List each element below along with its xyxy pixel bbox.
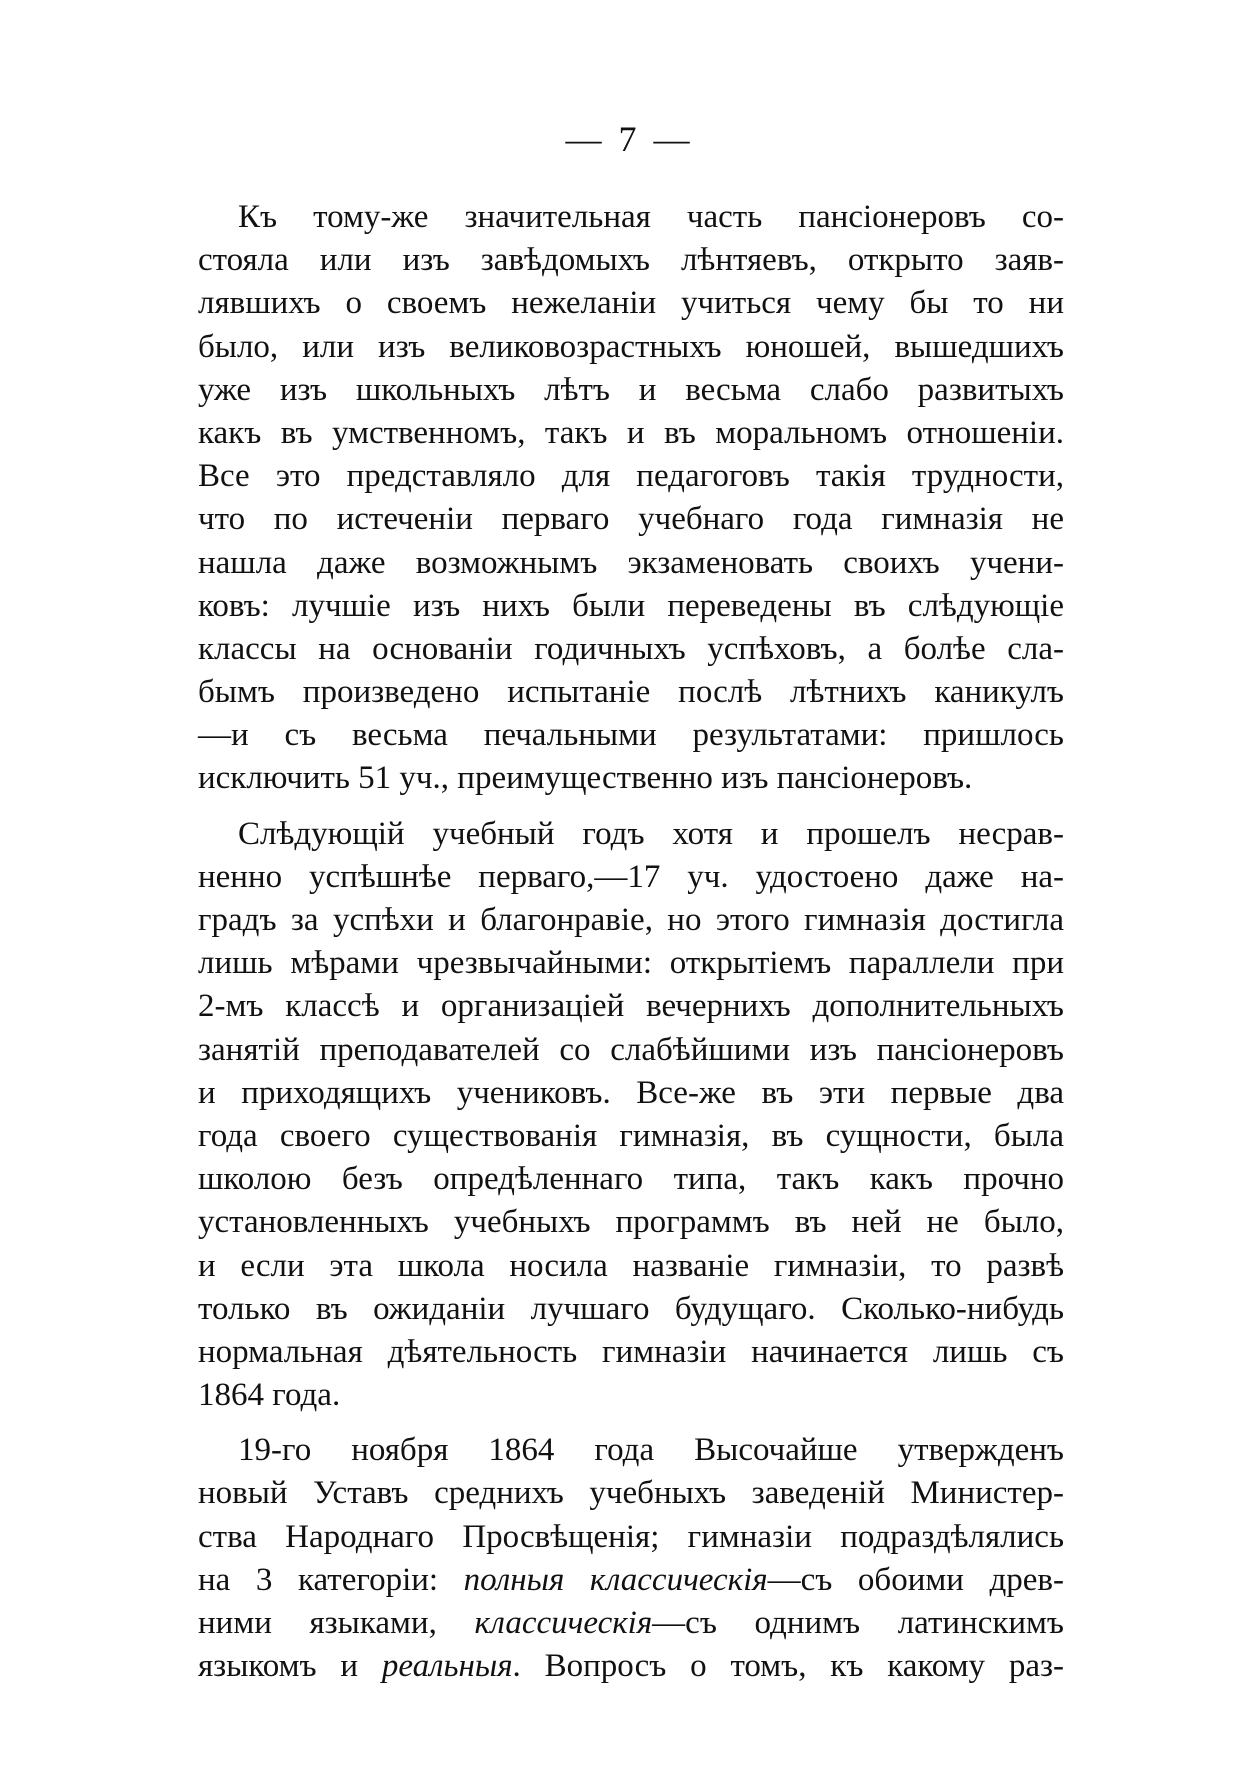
text-run: ними языками, [198,1605,475,1641]
text-line: и если эта школа носила названіе гимназіи, то развѣ [198,1247,1064,1284]
text-line: года своего существованія гимназія, въ сущности, была [198,1117,1064,1154]
text-line: уже изъ школьныхъ лѣтъ и весьма слабо развитыхъ [198,371,1064,408]
text-line: установленныхъ учебныхъ программъ въ ней не было, [198,1204,1064,1241]
text-run: на 3 категоріи: [198,1561,464,1598]
text-line-mixed [198,1602,1064,1645]
paragraph-1 [198,196,1064,801]
text-run: языкомъ и [198,1648,382,1685]
text-line: Все это представляло для педагоговъ такія трудности, [198,458,1064,495]
text-line: 2-мъ классѣ и организаціей вечернихъ дополнительныхъ [198,988,1064,1025]
text-run: —съ обоими древ- [767,1561,1065,1598]
text-run: —съ однимъ латинскимъ [652,1605,1064,1641]
text-line: нормальная дѣятельность гимназіи начинается лишь съ [198,1333,1064,1370]
italic-term: реальныя [381,1648,513,1685]
text-line: градъ за успѣхи и благонравіе, но этого гимназія достигла [198,902,1064,938]
page-number: — 7 — [565,119,694,159]
text-line: было, или изъ великовозрастныхъ юношей, вышедшихъ [198,328,1064,365]
text-line: 19-го ноября 1864 года Высочайше утвержденъ [238,1432,1064,1469]
text-line: какъ въ умственномъ, такъ и въ моральномъ отношеніи. [198,414,1064,451]
text-line: нашла даже возможнымъ экзаменовать своихъ учени- [198,544,1064,581]
text-line: классы на основаніи годичныхъ успѣховъ, а болѣе сла- [198,630,1064,667]
text-line: 1864 года. [198,1377,341,1414]
text-run: . Вопросъ о томъ, къ какому раз- [512,1648,1064,1685]
italic-term: классическія [474,1605,653,1641]
text-line: лишь мѣрами чрезвычайными: открытіемъ параллели при [198,945,1064,982]
text-line-mixed [198,1559,1064,1602]
paragraph-2 [198,813,1064,1418]
text-line: занятій преподавателей со слабѣйшими изъ пансіонеровъ [198,1031,1064,1068]
text-line: школою безъ опредѣленнаго типа, такъ какъ прочно [198,1161,1064,1198]
text-line: исключить 51 уч., преимущественно изъ пансіонеровъ. [198,760,973,797]
text-line: ства Народнаго Просвѣщенія; гимназіи подраздѣлялись [198,1518,1064,1555]
text-line: только въ ожиданіи лучшаго будущаго. Сколько-нибудь [198,1290,1064,1327]
text-line: ковъ: лучшіе изъ нихъ были переведены въ слѣдующіе [198,587,1064,624]
text-line: что по истеченіи перваго учебнаго года гимназія не [198,501,1064,538]
text-line: Къ тому-же значительная часть пансіонеровъ со- [238,199,1064,235]
italic-term: полныя классическія [463,1561,768,1598]
body-text [198,196,1064,1700]
text-line: ненно успѣшнѣе перваго,—17 уч. удостоено даже на- [198,858,1064,895]
text-line: бымъ произведено испытаніе послѣ лѣтнихъ каникулъ [198,674,1064,711]
text-line: новый Уставъ среднихъ учебныхъ заведеній Министер- [198,1475,1064,1512]
text-line: —и съ весьма печальными результатами: пришлось [198,717,1064,754]
text-line: и приходящихъ учениковъ. Все-же въ эти первые два [198,1074,1064,1111]
paragraph-3 [198,1429,1064,1688]
text-line: стояла или изъ завѣдомыхъ лѣнтяевъ, открыто заяв- [198,242,1064,279]
text-line: лявшихъ о своемъ нежеланіи учиться чему бы то ни [198,285,1064,322]
text-line-mixed [198,1645,1064,1688]
text-line: Слѣдующій учебный годъ хотя и прошелъ несрав- [238,815,1064,852]
